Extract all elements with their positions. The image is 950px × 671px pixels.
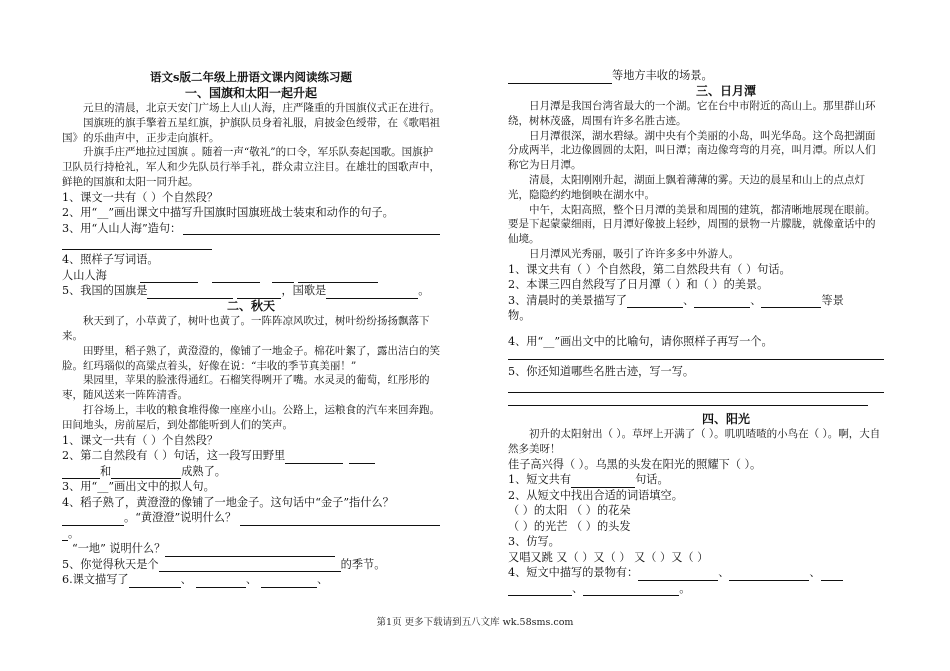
answer-line[interactable] — [508, 380, 884, 393]
s2-question-2 — [62, 448, 440, 464]
s4-q1-text-b: 句话。 — [635, 473, 669, 487]
s1-question-5 — [62, 283, 440, 299]
answer-line[interactable] — [349, 450, 375, 464]
answer-line[interactable] — [165, 543, 335, 557]
s3-question-3: 3、清晨时的美景描写了 、 、 等景 — [508, 293, 844, 307]
s2-q5-text-a: 5、你觉得秋天是个 — [62, 557, 159, 571]
right-column — [508, 0, 884, 596]
s4-q4-text: 4、短文中描写的景物有： — [508, 566, 639, 580]
answer-line[interactable] — [761, 294, 821, 308]
s2-q4-text-b: 。“黄澄澄”说明什么？ — [124, 511, 237, 525]
answer-line[interactable] — [240, 512, 440, 526]
section-3-heading: 三、日月潭 — [695, 83, 756, 98]
s4-question-2: 2、从短文中找出合适的词语填空。 — [508, 488, 683, 502]
answer-line[interactable] — [183, 221, 440, 235]
s1-question-3 — [62, 221, 440, 237]
s1-q5-text-c: 。 — [418, 284, 430, 298]
right-top-text: 等地方丰收的场景。 — [612, 69, 713, 82]
s4-q1-text-a: 1、短文共有 — [508, 473, 572, 487]
section-2-paragraph: 田野里，稻子熟了，黄澄澄的，像铺了一地金子。棉花叶絮了，露出洁白的笑脸。红玛瑙似的高粱点着头，好像在说：“丰收的季节真美丽！” — [62, 344, 440, 372]
answer-line[interactable] — [821, 567, 843, 581]
s3-q3-text-a: 3、清晨时的美景描写了 — [508, 293, 627, 307]
section-4-paragraph: 初升的太阳射出（ ）。草坪上开满了（ ）。叽叽喳喳的小鸟在（ ）。啊，大自然多美呀！ — [508, 428, 881, 456]
s4-q2-row-2: （ ）的光芒 （ ）的头发 — [508, 519, 631, 533]
answer-line[interactable] — [62, 512, 124, 526]
s3-question-2: 2、本课三四自然段写了日月潭（ ）和（ ）的美景。 — [508, 278, 769, 292]
s2-question-3: 3、用“__”画出文中的拟人句。 — [62, 480, 215, 494]
section-3-paragraph: 清晨，太阳刚刚升起，湖面上飘着薄薄的雾。天边的晨星和山上的点点灯光，隐隐约约地倒映在湖水中。 — [508, 173, 865, 201]
answer-line[interactable] — [159, 558, 341, 572]
document-title: 语文s版二年级上册语文课内阅读练习题 — [150, 70, 352, 84]
s2-q2-text-b: 和 — [100, 464, 112, 478]
page-footer: 第1页 更多下载请到五八文库 wk.58sms.com — [376, 617, 574, 628]
answer-line[interactable] — [583, 582, 679, 596]
answer-line[interactable] — [147, 285, 233, 299]
s1-question-2: 2、用“__”画出课文中描写升国旗时国旗班战士装束和动作的句子。 — [62, 206, 394, 220]
answer-line[interactable] — [129, 574, 181, 588]
s1-question-1: 1、课文一共有（ ）个自然段？ — [62, 190, 219, 204]
section-2-paragraph: 秋天到了，小草黄了，树叶也黄了。一阵阵凉风吹过，树叶纷纷扬扬飘落下来。 — [62, 315, 430, 343]
answer-line[interactable] — [638, 567, 718, 581]
section-1-heading: 一、国旗和太阳一起升起 — [184, 85, 317, 100]
s2-q2-text-a: 2、第二自然段有（ ）句话，这一段写田野里 — [62, 449, 286, 463]
s2-q5-text-b: 的季节。 — [340, 557, 386, 571]
s4-question-3: 3、仿写。 — [508, 535, 560, 549]
answer-line[interactable] — [694, 294, 750, 308]
answer-line[interactable] — [285, 450, 343, 464]
answer-line[interactable] — [298, 269, 378, 283]
answer-line[interactable] — [261, 574, 317, 588]
s1-question-4: 4、照样子写词语。 — [62, 253, 159, 267]
s3-question-1: 1、课文共有（ ）个自然段，第二自然段共有（ ）句话。 — [508, 262, 791, 276]
s2-question-4-d — [62, 541, 440, 557]
answer-line[interactable] — [508, 70, 612, 84]
s4-question-1 — [508, 472, 884, 488]
s2-question-4-cont — [62, 510, 440, 526]
section-3-paragraph: 日月潭很深，湖水碧绿。湖中央有个美丽的小岛，叫光华岛。这个岛把湖面分成两半，北边像圆圆的太阳，叫日潭；南边像弯弯的月亮，叫月潭。所以人们称它为日月潭。 — [508, 129, 876, 172]
section-1-paragraph: 元旦的清晨，北京天安门广场上人山人海，庄严隆重的升国旗仪式正在进行。 — [83, 102, 440, 114]
s1-q4-example: 人山人海 — [62, 268, 107, 282]
s4-question-4: 4、短文中描写的景物有： 、 、 — [508, 565, 884, 581]
answer-line[interactable] — [326, 285, 418, 299]
s3-q3-end: 物。 — [508, 309, 531, 323]
section-1-paragraph: 国旗班的旗手擎着五星红旗，护旗队员身着礼服，肩披金色绶带，在《歌唱祖国》的乐曲声中，正步走向旗杆。 — [62, 116, 440, 144]
section-3-paragraph: 中午，太阳高照，整个日月潭的美景和周围的建筑，都清晰地展现在眼前。要是下起蒙蒙细雨，日月潭好像披上轻纱，周围的景物一片朦胧，就像童话中的仙境。 — [508, 203, 876, 246]
s3-question-5: 5、你还知道哪些名胜古迹，写一写。 — [508, 365, 695, 379]
section-2-paragraph: 果园里，苹果的脸涨得通红。石榴笑得咧开了嘴。水灵灵的葡萄，红彤彤的枣，随风送来一阵阵清香。 — [62, 374, 430, 402]
answer-line[interactable] — [272, 269, 294, 283]
section-3-paragraph: 日月潭是我国台湾省最大的一个湖。它在台中市附近的高山上。那里群山环绕，树林茂盛，周围有许多名胜古迹。 — [508, 100, 876, 127]
s1-q5-text-a: 5、我国的国旗是 — [62, 284, 148, 298]
answer-line[interactable] — [62, 236, 212, 250]
answer-line[interactable] — [237, 285, 281, 299]
right-top-line — [508, 68, 884, 84]
answer-line[interactable] — [508, 393, 868, 406]
s2-q6-text: 6.课文描写了 — [62, 573, 129, 587]
answer-line[interactable] — [571, 474, 635, 488]
s1-q4-example-row — [62, 268, 440, 284]
section-1-paragraph: 升旗手庄严地拉过国旗 。随着一声“敬礼”的口令，军乐队奏起国歌。国旗护卫队员行持枪礼，军人和少先队员行举手礼，群众肃立注目。在雄壮的国歌声中，鲜艳的国旗和太阳一同升起。 — [62, 146, 440, 188]
section-4-paragraph-b: 佳子高兴得（ ）。乌黑的头发在阳光的照耀下（ ）。 — [508, 457, 762, 471]
s3-question-4: 4、用“__”画出文中的比喻句，请你照样子再写一个。 — [508, 334, 773, 348]
s2-question-5 — [62, 557, 440, 573]
s1-q5-text-b: ，国歌是 — [281, 284, 327, 298]
answer-line[interactable] — [508, 359, 884, 360]
s2-question-4: 4、稻子熟了，黄澄澄的像铺了一地金子。这句话中“金子”指什么？ — [62, 495, 394, 509]
s2-question-4-end — [62, 526, 440, 542]
s4-q2-row-1: （ ）的太阳 （ ）的花朵 — [508, 504, 631, 518]
section-2-heading: 二、秋天 — [226, 298, 275, 313]
s2-q2-text-c: 成熟了。 — [181, 464, 226, 478]
answer-line[interactable] — [212, 269, 260, 283]
s4-q3-row: 又唱又跳 又（ ）又（ ） 又（ ）又（ ） — [508, 550, 709, 564]
s2-question-1: 1、课文一共有（ ）个自然段？ — [62, 433, 219, 447]
s2-q4-text-c: 。 — [68, 526, 80, 540]
s4-question-4-cont: 、 。 — [508, 581, 884, 597]
s2-q4-text-d: “一地” 说明什么？ — [72, 542, 166, 556]
section-3-paragraph: 日月潭风光秀丽，吸引了许许多多中外游人。 — [529, 247, 739, 260]
answer-line[interactable] — [627, 294, 683, 308]
s2-question-2-cont — [62, 464, 440, 480]
section-2-paragraph: 打谷场上，丰收的粮食堆得像一座座小山。公路上，运粮食的汽车来回奔跑。田间地头，房前屋后，到处都能听到人们的笑声。 — [62, 404, 440, 431]
answer-line[interactable] — [62, 465, 100, 479]
section-4-heading: 四、阳光 — [701, 411, 750, 426]
s3-q3-text-b: 等景 — [821, 293, 844, 307]
answer-line[interactable] — [111, 465, 181, 479]
left-column — [62, 0, 440, 588]
answer-line[interactable] — [140, 269, 198, 283]
answer-line[interactable] — [196, 574, 246, 588]
s1-q3-text: 3、用“人山人海”造句： — [62, 221, 182, 235]
s2-question-6: 6.课文描写了 、 、 、 — [62, 573, 329, 587]
answer-line[interactable] — [508, 582, 572, 596]
answer-line[interactable] — [729, 567, 809, 581]
